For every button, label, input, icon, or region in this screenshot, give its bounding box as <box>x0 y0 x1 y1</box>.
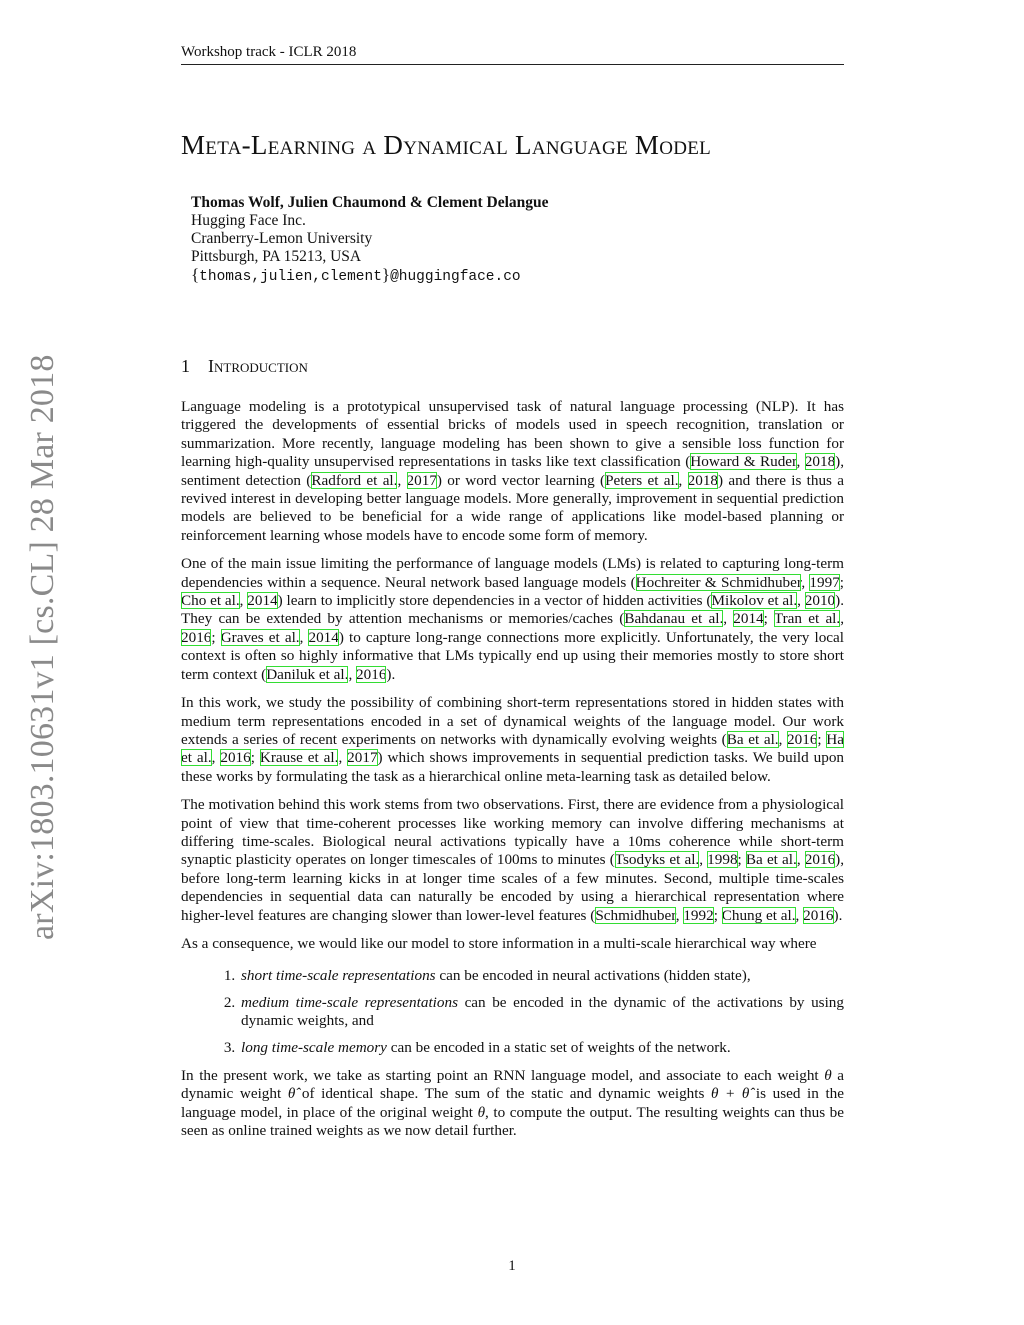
paragraph: The motivation behind this work stems from two observations. First, there are evidence from a physiological point of view that time-coherent processes like working memory can involve differing mechanisms at differing time-scales. Biological neural activations typically have a 10ms coherence while short-term synaptic plasticity operates on longer timescales of 100ms to minutes (Tsodyks et al., 1998; Ba et al., 2016), before long-term learning kicks in at longer time scales of a few minutes. Second, multiple time-scales dependencies in sequential data can naturally be encoded by using a hierarchical representation where higher-level features are changing slower than lower-level features (Schmidhuber, 1992; Chung et al., 2016). <box>181 796 845 924</box>
page-number: 1 <box>508 1258 516 1274</box>
citation-link[interactable]: Peters et al. <box>605 471 679 489</box>
citation-link[interactable]: Ha et al. <box>181 730 844 767</box>
paper-title: Meta-Learning a Dynamical Language Model <box>181 130 712 160</box>
text: In this work, we study the possibility of combining short-term representations stored in hidden states with medium term representations encoded in a set of dynamical weights of the language model. Our work extends a series of recent experiments on networks with dynamically evolving weights ( <box>181 694 844 748</box>
email-brace: { <box>191 265 200 284</box>
list-item-emphasis: long time-scale memory <box>241 1038 387 1056</box>
email-domain: @huggingface.co <box>390 269 521 285</box>
affiliation-line: Cranberry-Lemon University <box>191 230 373 247</box>
body-text <box>181 398 844 1151</box>
citation-link[interactable]: Cho et al. <box>181 592 240 610</box>
text: ), sentiment detection ( <box>181 453 845 489</box>
citation-link[interactable]: 2018 <box>804 453 836 471</box>
citation-link[interactable]: 2016 <box>804 851 836 869</box>
citation-link[interactable]: Bahdanau et al. <box>624 610 724 628</box>
citation-link[interactable]: 2017 <box>347 749 378 767</box>
text: ) which shows improvements in sequential prediction tasks. We build upon these works by formulating the task as a hierarchical online meta-learning task as detailed below. <box>181 749 845 785</box>
citation-link[interactable]: 1997 <box>809 573 840 591</box>
paragraph: Language modeling is a prototypical unsupervised task of natural language processing (NLP). It has triggered the developments of essential bricks of models used in speech recognition, translation or summarization. More recently, language modeling has been shown to give a sensible loss function for learning high-quality unsupervised representations in tasks like text classification (Howard & Ruder, 2018), sentiment detection (Radford et al., 2017) or word vector learning (Peters et al., 2018) and there is thus a revived interest in developing better language models. More generally, improvement in sequential prediction models are believed to be beneficial for a wide range of applications like model-based planning or reinforcement learning whose models have to encode some form of memory. <box>181 398 845 544</box>
citation-link[interactable]: Ba et al. <box>745 851 797 869</box>
section-heading <box>181 356 308 377</box>
list-item-emphasis: medium time-scale representations <box>241 993 458 1011</box>
text: ). <box>386 665 396 683</box>
text: The motivation behind this work stems from two observations. First, there are evidence from a physiological point of view that time-coherent processes like working memory can involve differing mechanisms at differing time-scales. Biological neural activations typically have a 10ms coherence while short-term synaptic plasticity operates on longer timescales of 100ms to minutes ( <box>181 796 844 869</box>
citation-link[interactable]: Daniluk et al. <box>266 665 349 683</box>
list-item-text: can be encoded in neural activations (hidden state), <box>435 967 751 985</box>
citation-link[interactable]: 2018 <box>687 471 718 489</box>
citation-link[interactable]: Mikolov et al. <box>711 592 798 610</box>
citation-link[interactable]: Tran et al. <box>773 610 841 628</box>
list-item-text: can be encoded in a static set of weights of the network. <box>386 1038 731 1056</box>
section-number: 1 <box>181 356 190 376</box>
citation-link[interactable]: Graves et al. <box>220 628 300 646</box>
citation-link[interactable]: 2016 <box>220 749 251 767</box>
citation-link[interactable]: Chung et al. <box>721 906 796 924</box>
citation-link[interactable]: 2014 <box>308 628 339 646</box>
text: ) learn to implicitly store dependencies in a vector of hidden activities ( <box>277 592 712 610</box>
citation-link[interactable]: 1998 <box>707 851 738 869</box>
affiliation-line: Hugging Face Inc. <box>191 212 306 229</box>
citation-link[interactable]: 2014 <box>733 610 764 628</box>
citation-link[interactable]: Tsodyks et al. <box>614 851 700 869</box>
paragraph: In this work, we study the possibility of combining short-term representations stored in hidden states with medium term representations encoded in a set of dynamical weights of the language model. Our work extends a series of recent experiments on networks with dynamically evolving weights (Ba et al., 2016; Ha et al., 2016; Krause et al., 2017) which shows improvements in sequential prediction tasks. We build upon these works by formulating the task as a hierarchical online meta-learning task as detailed below. <box>181 694 845 785</box>
citation-link[interactable]: 2010 <box>804 592 836 610</box>
affiliation-line: Pittsburgh, PA 15213, USA <box>191 248 362 265</box>
citation-link[interactable]: Hochreiter & Schmidhuber <box>635 573 802 591</box>
paragraph: One of the main issue limiting the performance of language models (LMs) is related to capturing long-term dependencies within a sequence. Neural network based language models (Hochreiter & Schmidhuber, 1997; Cho et al., 2014) learn to implicitly store dependencies in a vector of hidden activities (Mikolov et al., 2010). They can be extended by attention mechanisms or memories/caches (Bahdanau et al., 2014; Tran et al., 2016; Graves et al., 2014) to capture long-range connections more explicitly. Unfortunately, the very local context is often so highly informative that LMs typically end up using their memories mostly to store short term context (Daniluk et al., 2016). <box>181 555 845 683</box>
author-names: Thomas Wolf, Julien Chaumond & Clement Delangue <box>191 194 549 211</box>
author-email <box>191 266 549 286</box>
email-users: thomas,julien,clement <box>199 269 382 285</box>
citation-link[interactable]: 2016 <box>803 906 834 924</box>
text: ) or word vector learning ( <box>436 471 606 489</box>
math-theta-hat: θ̂ <box>287 1085 296 1103</box>
paragraph <box>181 1067 844 1141</box>
citation-link[interactable]: 2014 <box>247 592 278 610</box>
citation-link[interactable]: 2016 <box>787 730 818 748</box>
running-header: Workshop track - ICLR 2018 <box>181 44 844 65</box>
list-item <box>239 967 844 985</box>
list-item <box>239 1039 844 1057</box>
text: ). They can be extended by attention mechanisms or memories/caches ( <box>181 592 844 628</box>
math-theta-sum: θ + θ̂ <box>710 1085 750 1103</box>
citation-link[interactable]: Howard & Ruder <box>690 453 797 471</box>
text: ), before long-term learning kicks in at longer time scales of a few minutes. Second, multiple time-scales dependencies in sequential data can naturally be encoded by using a hierarchical representation where higher-level features are changing slower than lower-level features ( <box>181 851 845 924</box>
citation-link[interactable]: Schmidhuber <box>595 906 676 924</box>
text: is used in the language model, in place of the original weight <box>181 1085 844 1121</box>
text: In the present work, we take as starting point an RNN language model, and associate to each weight <box>181 1067 825 1084</box>
list-item-text: can be encoded in the dynamic of the activations by using dynamic weights, and <box>241 993 844 1030</box>
citation-link[interactable]: 1992 <box>683 906 714 924</box>
section-title: Introduction <box>208 356 308 376</box>
citation-link[interactable]: Radford et al. <box>311 471 398 489</box>
list-item <box>239 994 844 1031</box>
paragraph: As a consequence, we would like our model to store information in a multi-scale hierarchical way where <box>181 934 817 952</box>
citation-link[interactable]: 2016 <box>181 628 212 646</box>
citation-link[interactable]: 2017 <box>406 471 437 489</box>
author-block <box>191 194 549 286</box>
text: One of the main issue limiting the performance of language models (LMs) is related to capturing long-term dependencies within a sequence. Neural network based language models ( <box>181 555 844 591</box>
text: Language modeling is a prototypical unsupervised task of natural language processing (NLP). It has triggered the developments of essential bricks of models used in speech recognition, translation or summarization. More recently, language modeling has been shown to give a sensible loss function for learning high-quality unsupervised representations in tasks like text classification ( <box>181 398 844 471</box>
text: , to compute the output. The resulting weights can thus be seen as online trained weights as we now detail further. <box>181 1103 844 1140</box>
citation-link[interactable]: 2016 <box>356 665 387 683</box>
arxiv-stamp: arXiv:1803.10631v1 [cs.CL] 28 Mar 2018 <box>24 354 61 940</box>
text: ) to capture long-range connections more explicitly. Unfortunately, the very local context is often so highly informative that LMs typically end up using their memories mostly to store short term context ( <box>181 628 845 683</box>
text: ). <box>833 906 843 924</box>
text: of identical shape. The sum of the static and dynamic weights <box>295 1085 711 1103</box>
text: ) and there is thus a revived interest in developing better language models. More generally, improvement in sequential prediction models are believed to be beneficial for a wide range of applications like model-based planning or reinforcement learning whose models have to encode some form of memory. <box>181 471 845 544</box>
timescale-list <box>181 967 844 1057</box>
email-brace: } <box>381 265 391 284</box>
list-item-emphasis: short time-scale representations <box>241 967 436 985</box>
math-theta: θ <box>477 1103 486 1121</box>
citation-link[interactable]: Krause et al. <box>259 749 339 767</box>
citation-link[interactable]: Ba et al. <box>726 730 779 748</box>
math-theta: θ <box>824 1067 832 1084</box>
text: a dynamic weight <box>181 1067 844 1103</box>
